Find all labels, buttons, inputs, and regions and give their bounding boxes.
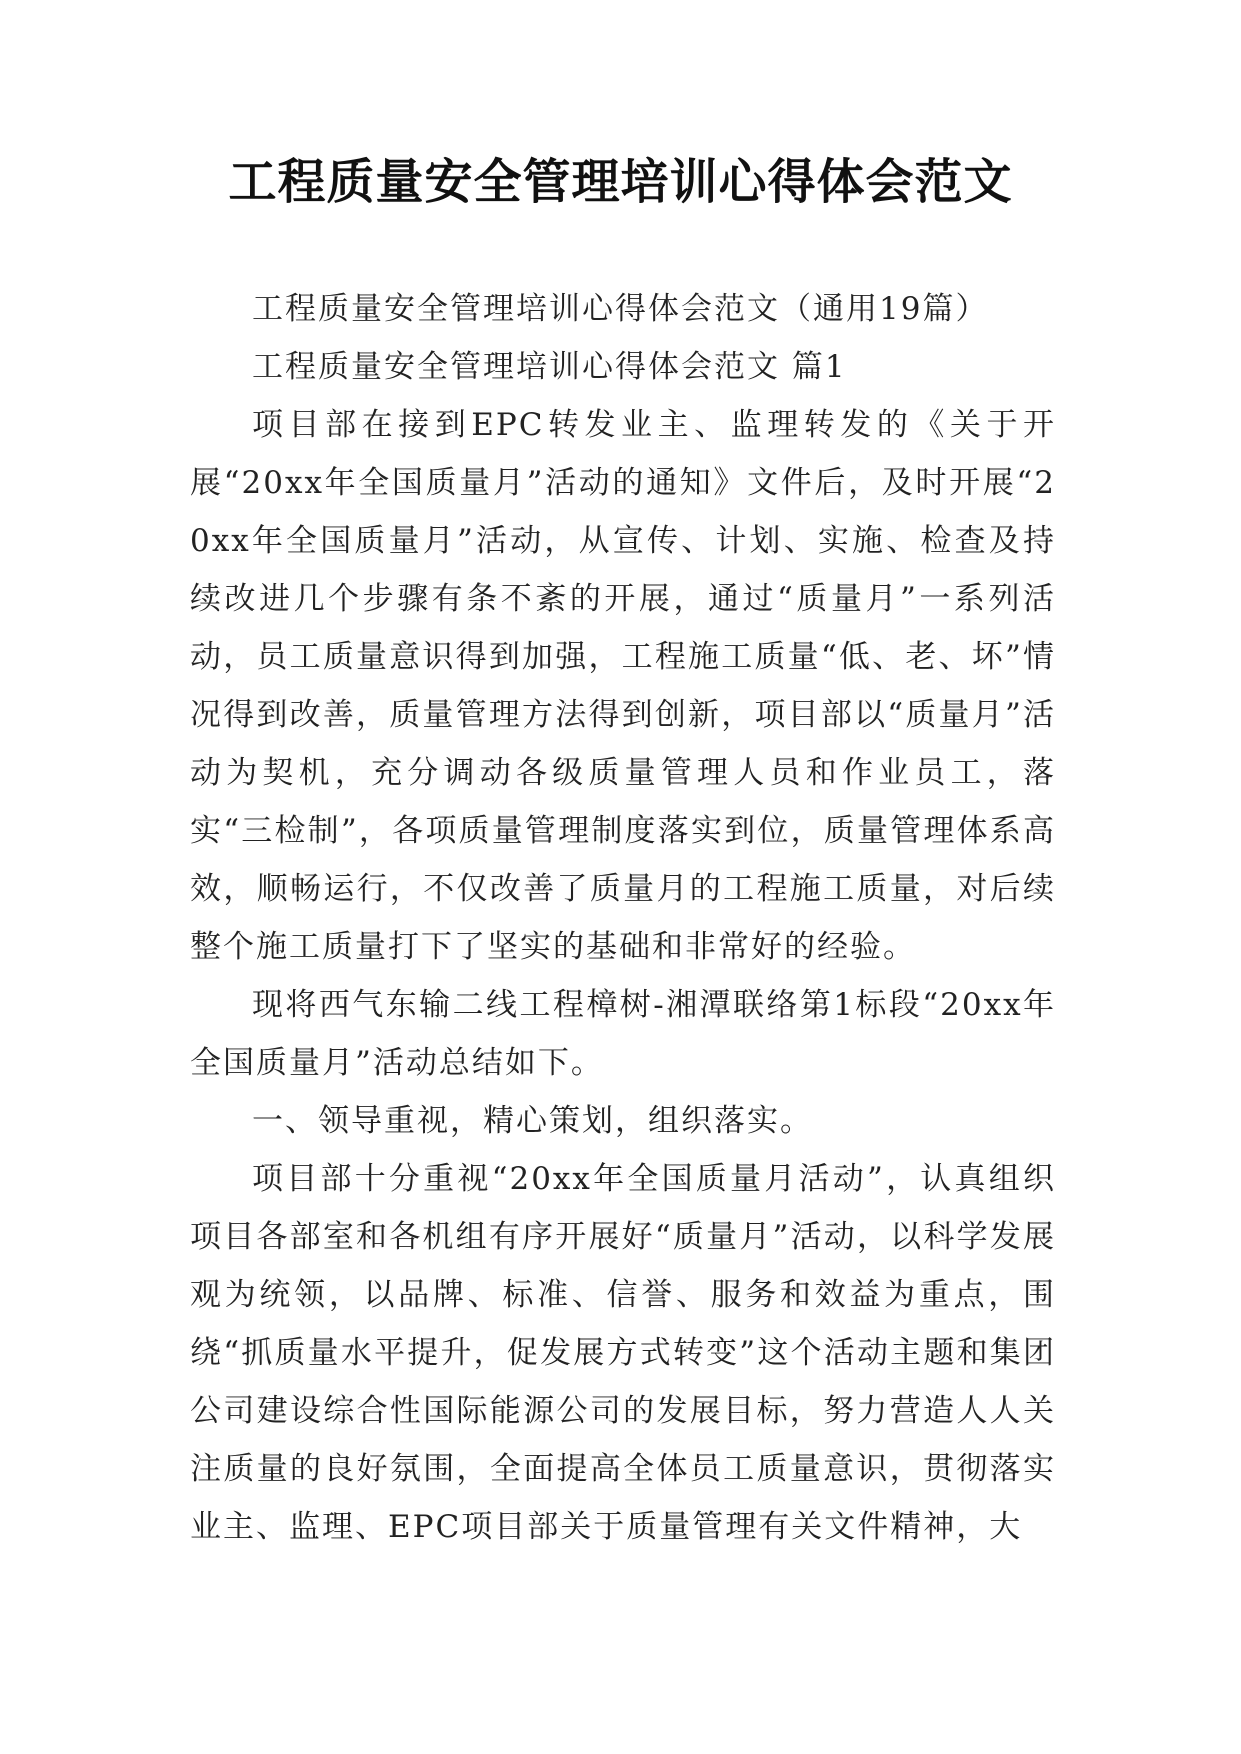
paragraph-heading: 一、领导重视，精心策划，组织落实。 <box>252 1103 813 1139</box>
document-body <box>190 280 1056 1556</box>
paragraph-subtitle: 工程质量安全管理培训心得体会范文（通用19篇） <box>252 291 989 327</box>
paragraph-section-heading: 工程质量安全管理培训心得体会范文 篇1 <box>252 349 847 385</box>
paragraph-body: 现将西气东输二线工程樟树-湘潭联络第1标段“20xx年全国质量月”活动总结如下。 <box>190 987 1056 1081</box>
document-title: 工程质量安全管理培训心得体会范文 <box>228 154 1013 210</box>
paragraph-body: 项目部在接到EPC转发业主、监理转发的《关于开展“20xx年全国质量月”活动的通知》文件后，及时开展“20xx年全国质量月”活动，从宣传、计划、实施、检查及持续改进几个步骤有条不紊的开展，通过“质量月”一系列活动，员工质量意识得到加强，工程施工质量“低、老、坏”情况得到改善，质量管理方法得到创新，项目部以“质量月”活动为契机，充分调动各级质量管理人员和作业员工，落实“三检制”，各项质量管理制度落实到位，质量管理体系高效，顺畅运行，不仅改善了质量月的工程施工质量，对后续整个施工质量打下了坚实的基础和非常好的经验。 <box>190 407 1056 965</box>
paragraph-body: 项目部十分重视“20xx年全国质量月活动”，认真组织项目各部室和各机组有序开展好“质量月”活动，以科学发展观为统领，以品牌、标准、信誉、服务和效益为重点，围绕“抓质量水平提升，促发展方式转变”这个活动主题和集团公司建设综合性国际能源公司的发展目标，努力营造人人关注质量的良好氛围，全面提高全体员工质量意识，贯彻落实业主、监理、EPC项目部关于质量管理有关文件精神，大 <box>190 1161 1056 1545</box>
